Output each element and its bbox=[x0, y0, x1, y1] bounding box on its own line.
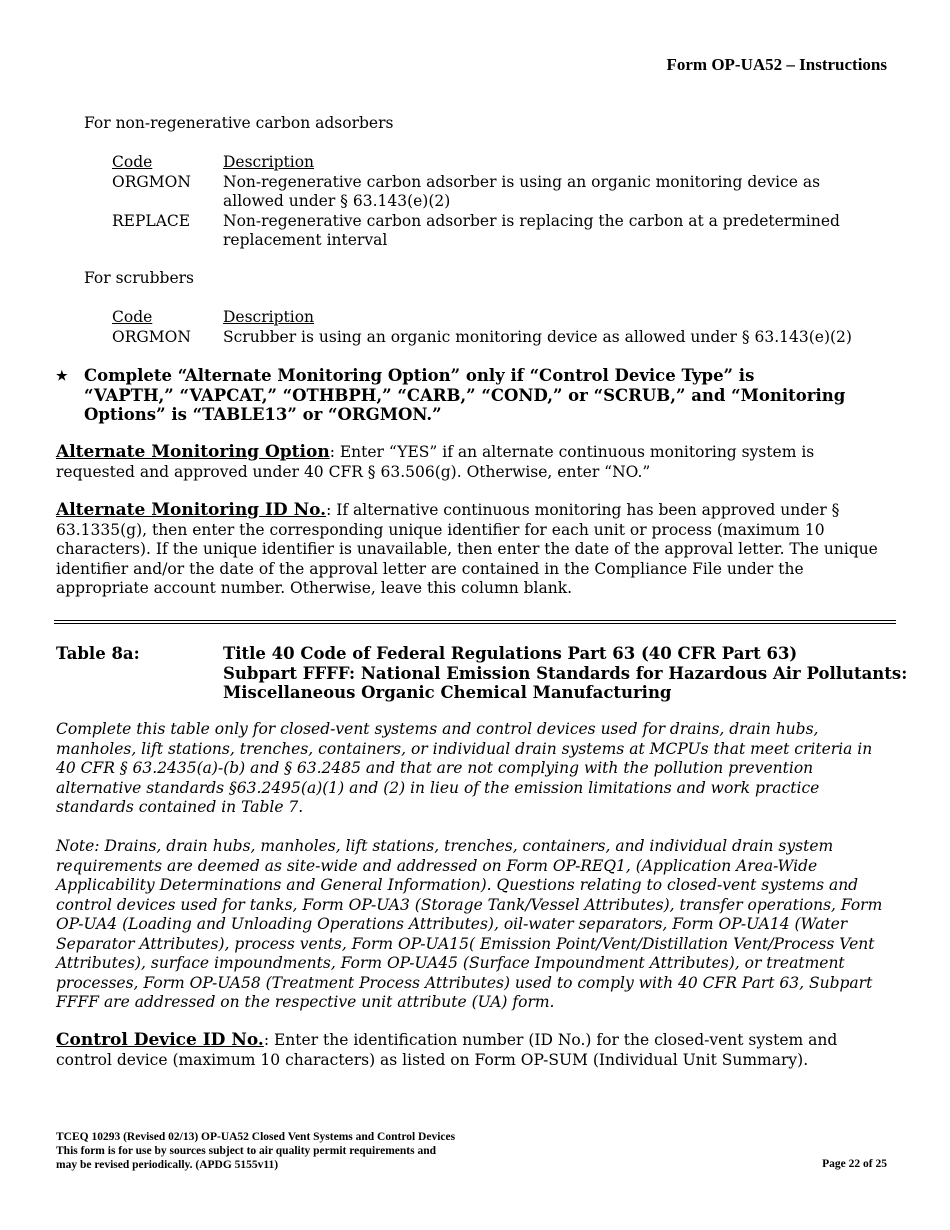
code-cell: REPLACE bbox=[112, 211, 191, 230]
code-header: Code bbox=[112, 308, 153, 326]
table8a-title-line: Miscellaneous Organic Chemical Manufacturing bbox=[223, 683, 672, 702]
footer-line: TCEQ 10293 (Revised 02/13) OP-UA52 Closed Vent Systems and Control Devices bbox=[56, 1131, 456, 1143]
divider bbox=[54, 620, 896, 621]
scrubber-section-heading: For scrubbers bbox=[84, 269, 194, 287]
control-device-id-label: Control Device ID No. bbox=[56, 1030, 264, 1050]
table8a-title bbox=[223, 644, 907, 703]
description-header: Description bbox=[223, 308, 315, 326]
alt-monitoring-option-paragraph bbox=[56, 443, 892, 482]
alt-monitoring-option-text: : Enter “YES” if an alternate continuous monitoring system is requested and approved under 40 CFR § 63.506(g). Otherwise, enter “NO.” bbox=[56, 443, 815, 481]
carbon-code-table bbox=[112, 153, 863, 251]
alt-monitoring-option-label: Alternate Monitoring Option bbox=[56, 442, 330, 462]
table-row bbox=[112, 173, 863, 212]
star-note-text: Complete “Alternate Monitoring Option” only if “Control Device Type” is “VAPTH,” “VAPCAT,” “OTHBPH,” “CARB,” “COND,” or “SCRUB,” and “Monitoring Options” is “TABLE13” or “ORGMON.” bbox=[84, 366, 846, 424]
carbon-section-heading: For non-regenerative carbon adsorbers bbox=[84, 114, 394, 132]
footer-line: This form is for use by sources subject to air quality permit requirements and bbox=[56, 1145, 437, 1157]
page-number: Page 22 of 25 bbox=[822, 1158, 887, 1170]
footer-line: may be revised periodically. (APDG 5155v11) bbox=[56, 1159, 279, 1171]
description-cell: Non-regenerative carbon adsorber is using an organic monitoring device as allowed under § 63.143(e)(2) bbox=[223, 172, 821, 210]
table8a-instruction: Complete this table only for closed-vent systems and control devices used for drains, drain hubs, manholes, lift stations, trenches, containers, or individual drain systems at MCPUs that meet criteria in 40 CFR § 63.2435(a)-(b) and § 63.2485 and that are not complying with the pollution prevention alternative standards §63.2495(a)(1) and (2) in lieu of the emission limitations and work practice standards contained in Table 7. bbox=[56, 720, 873, 816]
divider bbox=[54, 623, 896, 624]
control-device-id-paragraph bbox=[56, 1031, 892, 1070]
table-row bbox=[112, 212, 863, 251]
alt-monitoring-id-label: Alternate Monitoring ID No. bbox=[56, 500, 327, 520]
table8a-label: Table 8a: bbox=[56, 644, 140, 663]
table8a-note: Note: Drains, drain hubs, manholes, lift stations, trenches, containers, and individual drain system requirements are deemed as site-wide and addressed on Form OP-REQ1, (Application Area-Wide Applicability Determinations and General Information). Questions relating to closed-vent systems and control devices used for tanks, Form OP-UA3 (Storage Tank/Vessel Attributes), transfer operations, Form OP-UA4 (Loading and Unloading Operations Attributes), oil-water separators, Form OP-UA14 (Water Separator Attributes), process vents, Form OP-UA15( Emission Point/Vent/Distillation Vent/Process Vent Attributes), surface impoundments, Form OP-UA45 (Surface Impoundment Attributes), or treatment processes, Form OP-UA58 (Treatment Process Attributes) used to comply with 40 CFR Part 63, Subpart FFFF are addressed on the respective unit attribute (UA) form. bbox=[56, 837, 883, 1011]
alt-monitoring-id-text: : If alternative continuous monitoring has been approved under § 63.1335(g), then enter the corresponding unique identifier for each unit or process (maximum 10 characters). If the unique identifier is unavailable, then enter the date of the approval letter. The unique identifier and/or the date of the approval letter are contained in the Compliance File under the appropriate account number. Otherwise, leave this column blank. bbox=[56, 501, 878, 597]
star-icon: ★ bbox=[56, 369, 68, 384]
code-table-header bbox=[112, 153, 863, 173]
code-table-header bbox=[112, 308, 863, 328]
scrubber-code-table bbox=[112, 308, 863, 347]
table8a-title-line: Subpart FFFF: National Emission Standards for Hazardous Air Pollutants: bbox=[223, 663, 908, 683]
table8a-heading bbox=[56, 644, 907, 703]
star-note bbox=[56, 366, 846, 425]
code-header: Code bbox=[112, 153, 153, 171]
description-header: Description bbox=[223, 153, 315, 171]
control-device-id-text: : Enter the identification number (ID No.) for the closed-vent system and control device (maximum 10 characters) as listed on Form OP-SUM (Individual Unit Summary). bbox=[56, 1031, 838, 1069]
table8a-title-line: Title 40 Code of Federal Regulations Part 63 (40 CFR Part 63) bbox=[223, 644, 798, 663]
page-header-title: Form OP-UA52 – Instructions bbox=[666, 55, 887, 74]
table-row bbox=[112, 328, 863, 348]
alt-monitoring-id-paragraph bbox=[56, 501, 892, 599]
code-cell: ORGMON bbox=[112, 172, 191, 191]
description-cell: Non-regenerative carbon adsorber is replacing the carbon at a predetermined replacement interval bbox=[223, 211, 840, 249]
page-footer bbox=[56, 1130, 455, 1172]
description-cell: Scrubber is using an organic monitoring device as allowed under § 63.143(e)(2) bbox=[223, 327, 852, 346]
code-cell: ORGMON bbox=[112, 327, 191, 346]
